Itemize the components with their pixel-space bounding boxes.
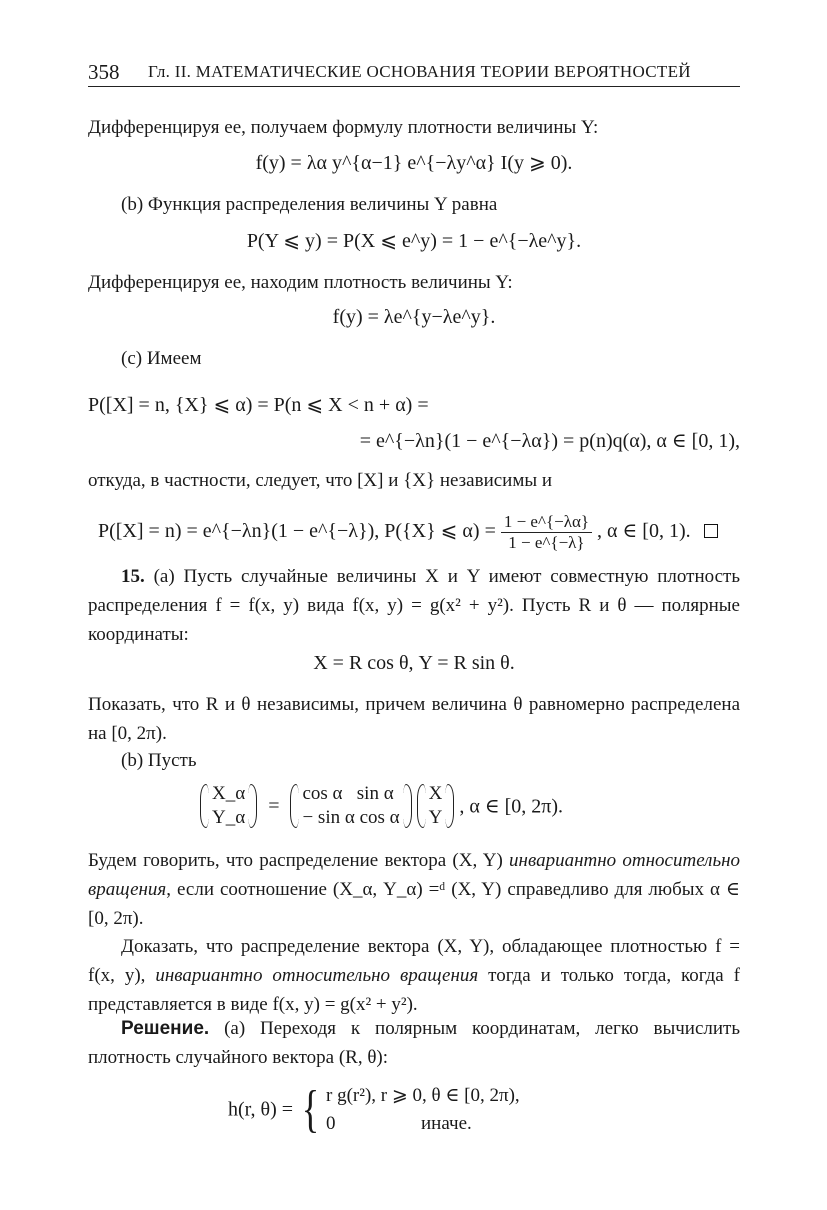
- left-brace-icon: {: [301, 1081, 320, 1138]
- equation-5-denominator: 1 − e^{−λ}: [508, 533, 585, 552]
- matrix-row-2: [302, 806, 399, 830]
- paragraph-9-emphasis: инвариантно относительно вращения: [88, 850, 741, 900]
- equation-7-rotation-matrix: [290, 782, 411, 830]
- equation-6: X = R cos θ, Y = R sin θ.: [313, 652, 515, 674]
- equation-2: P(Y ⩽ y) = P(X ⩽ e^y) = 1 − e^{−λe^y}.: [246, 230, 582, 252]
- m11: cos α: [302, 783, 343, 804]
- end-of-proof-icon: [704, 524, 718, 538]
- paragraph-1: Дифференцируя ее, получаем формулу плотности величины Y:: [88, 117, 599, 138]
- equation-5-numerator: 1 − e^{−λα}: [501, 512, 592, 533]
- equation-5-right: , α ∈ [0, 1).: [597, 520, 691, 543]
- lhs-bottom: Y_α: [212, 807, 246, 828]
- paragraph-11: [88, 1014, 740, 1072]
- problem-number: 15.: [121, 566, 145, 587]
- paragraph-9-end: , если соотношение (X_α, Y_α) =ᵈ (X, Y) справедливо для любых α ∈ [0, 2π).: [88, 879, 740, 929]
- paragraph-4: (c) Имеем: [121, 348, 202, 369]
- m21: − sin α: [302, 807, 355, 828]
- equation-8-lhs: h(r, θ) =: [228, 1098, 294, 1121]
- paragraph-5: откуда, в частности, следует, что [X] и {X} независимы и: [88, 470, 553, 491]
- paragraph-8: (b) Пусть: [121, 750, 197, 771]
- equation-5-fraction: [501, 512, 592, 553]
- paragraph-6: [88, 562, 740, 649]
- equation-4-line-1: P([X] = n, {X} ⩽ α) = P(n ⩽ X < n + α) =: [88, 394, 429, 416]
- paragraph-9: [88, 846, 740, 933]
- lhs-top: X_α: [212, 783, 246, 804]
- paragraph-10-end: тогда и только тогда, когда f представляется в виде f(x, y) = g(x² + y²).: [88, 965, 740, 1015]
- equation-5: [98, 512, 718, 553]
- paragraph-6-text: (a) Пусть случайные величины X и Y имеют совместную плотность распределения f = f(x, y) вида f(x, y) = g(x² + y²). Пусть R и θ — полярные координаты:: [88, 566, 740, 645]
- case-2: 0 иначе.: [326, 1113, 472, 1134]
- paragraph-9-start: Будем говорить, что распределение вектора (X, Y): [88, 850, 510, 871]
- paragraph-10-start: Доказать, что распределение вектора (X, Y), обладающее плотностью f = f(x, y),: [88, 936, 740, 986]
- running-header: [88, 58, 740, 87]
- m22: cos α: [359, 807, 400, 828]
- paragraph-2: (b) Функция распределения величины Y равна: [121, 194, 498, 215]
- paragraph-7: Показать, что R и θ независимы, причем величина θ равномерно распределена на [0, 2π).: [88, 694, 740, 744]
- paragraph-3: Дифференцируя ее, находим плотность величины Y:: [88, 272, 513, 293]
- equation-7-tail: , α ∈ [0, 2π).: [459, 795, 564, 818]
- paragraph-10-emphasis: инвариантно относительно вращения: [155, 965, 479, 986]
- paragraph-11-text: (a) Переходя к полярным координатам, легко вычислить плотность случайного вектора (R, θ):: [88, 1018, 740, 1068]
- page-number: 358: [88, 60, 120, 84]
- equation-4-line-2: = e^{−λn}(1 − e^{−λα}) = p(n)q(α), α ∈ [0, 1),: [359, 430, 740, 452]
- equation-8-cases: [326, 1082, 520, 1138]
- rhs-top: X: [428, 783, 443, 804]
- paragraph-10: [88, 932, 740, 1019]
- matrix-row-1: [302, 782, 399, 806]
- equation-5-left: P([X] = n) = e^{−λn}(1 − e^{−λ}), P({X} ⩽ α) =: [98, 520, 496, 543]
- solution-label: Решение.: [121, 1018, 210, 1039]
- equation-1: f(y) = λα y^{α−1} e^{−λy^α} I(y ⩾ 0).: [255, 152, 573, 174]
- equation-3: f(y) = λe^{y−λe^y}.: [332, 306, 496, 328]
- equation-7-rhs-vector: [417, 782, 455, 830]
- equation-7-lhs-vector: [200, 782, 257, 830]
- running-title: Гл. II. МАТЕМАТИЧЕСКИЕ ОСНОВАНИЯ ТЕОРИИ ВЕРОЯТНОСТЕЙ: [148, 62, 691, 81]
- m12: sin α: [356, 783, 394, 804]
- rhs-bottom: Y: [428, 807, 443, 828]
- case-1: r g(r²), r ⩾ 0, θ ∈ [0, 2π),: [326, 1085, 520, 1106]
- equation-8: [228, 1082, 520, 1138]
- equation-7: X_α Y_α = cos α sin α − sin α cos α X Y , α ∈ [0, 2π).: [200, 782, 563, 830]
